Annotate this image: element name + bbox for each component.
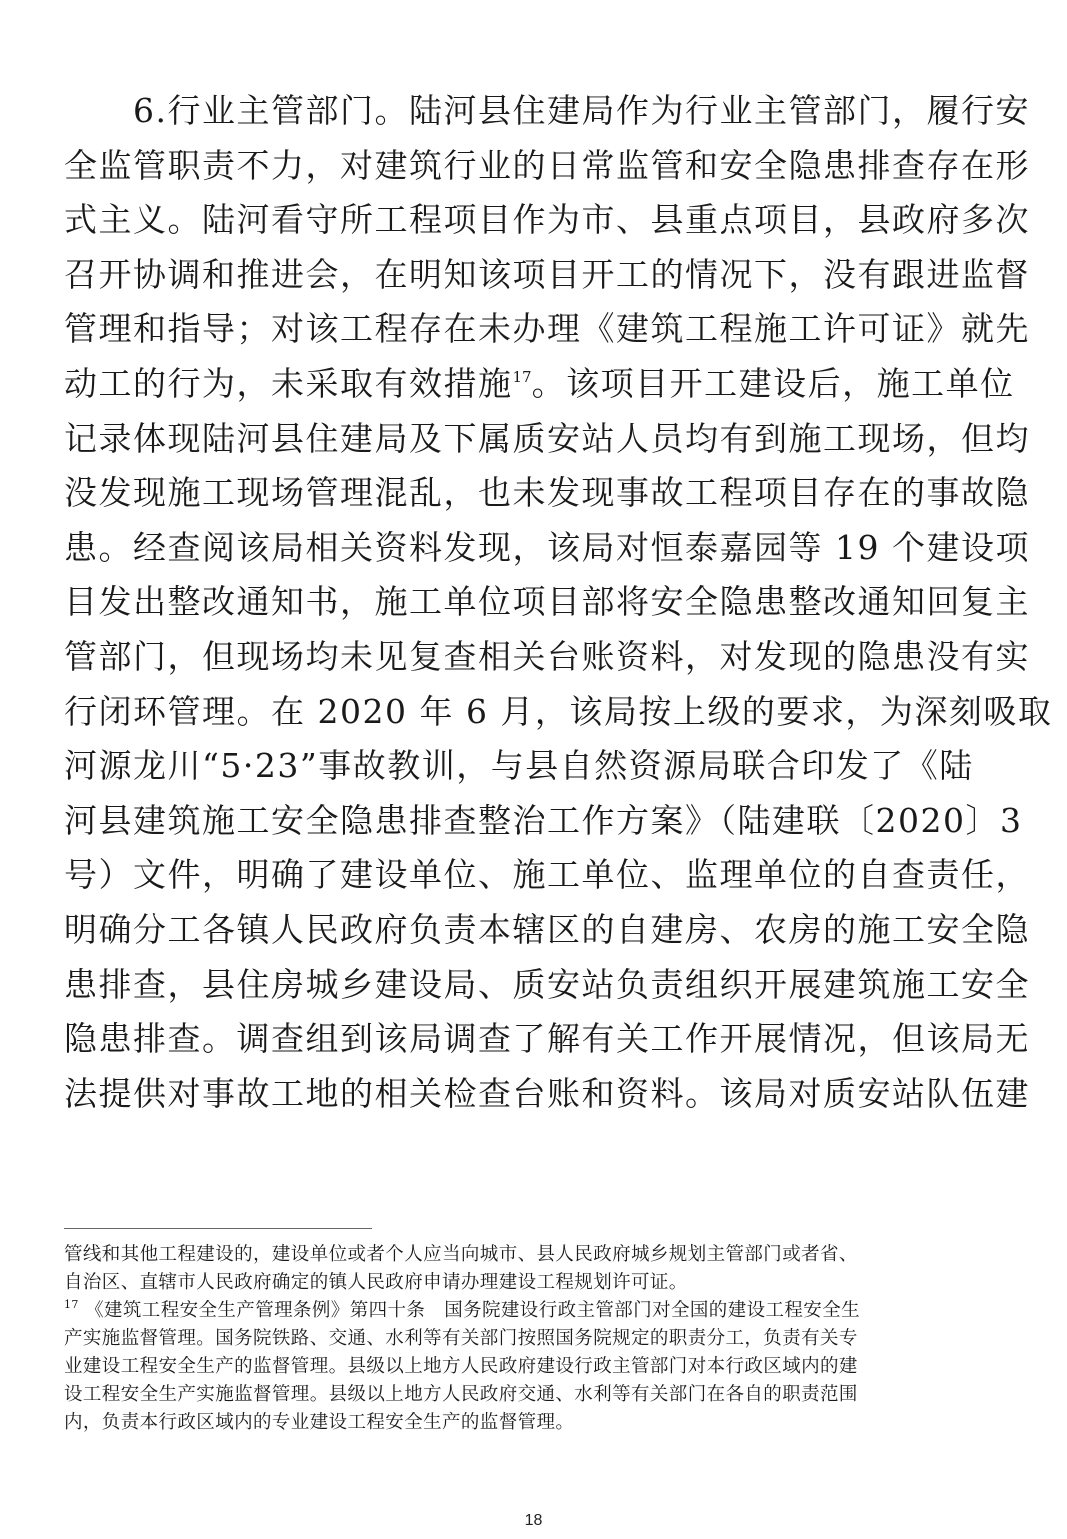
page-number: 18	[524, 1512, 543, 1529]
text-segment: 动工的行为，未采取有效措施	[64, 363, 513, 403]
text-line: 患。经查阅该局相关资料发现，该局对恒泰嘉园等 19 个建设项	[64, 527, 1030, 567]
footnote-text: 《建筑工程安全生产管理条例》第四十条 国务院建设行政主管部门对全国的建设工程安全生	[85, 1300, 860, 1321]
footnote-continued-line: 自治区、直辖市人民政府确定的镇人民政府申请办理建设工程规划许可证。	[64, 1272, 688, 1293]
footnote-17-line: 内，负责本行政区域内的专业建设工程安全生产的监督管理。	[64, 1412, 575, 1433]
text-line: 法提供对事故工地的相关检查台账和资料。该局对质安站队伍建	[64, 1073, 1030, 1113]
text-line: 河源龙川“5·23”事故教训，与县自然资源局联合印发了《陆	[64, 746, 974, 786]
text-line: 号）文件，明确了建设单位、施工单位、监理单位的自查责任，	[64, 855, 1030, 895]
footnote-mark: 17	[64, 1298, 79, 1311]
text-line: 行闭环管理。在 2020 年 6 月，该局按上级的要求，为深刻吸取	[64, 691, 1053, 731]
footnotes	[64, 1241, 1016, 1437]
footnote-continued-line: 管线和其他工程建设的，建设单位或者个人应当向城市、县人民政府城乡规划主管部门或者省、	[64, 1244, 858, 1265]
footnote-17-line: 业建设工程安全生产的监督管理。县级以上地方人民政府建设行政主管部门对本行政区域内的建	[64, 1356, 858, 1377]
text-line: 没发现施工现场管理混乱，也未发现事故工程项目存在的事故隐	[64, 473, 1030, 513]
text-line: 明确分工各镇人民政府负责本辖区的自建房、农房的施工安全隐	[64, 909, 1030, 949]
text-line: 全监管职责不力，对建筑行业的日常监管和安全隐患排查存在形	[64, 145, 1030, 185]
text-line-with-footnote-ref	[64, 357, 1014, 412]
body-paragraph	[64, 84, 1053, 1121]
footnote-17-line: 设工程安全生产实施监督管理。县级以上地方人民政府交通、水利等有关部门在各自的职责范围	[64, 1384, 858, 1405]
text-line: 患排查，县住房城乡建设局、质安站负责组织开展建筑施工安全	[64, 964, 1030, 1004]
footnote-reference[interactable]: 17	[512, 367, 532, 386]
text-line: 河县建筑施工安全隐患排查整治工作方案》（陆建联〔2020〕3	[64, 800, 1023, 840]
text-line: 隐患排查。调查组到该局调查了解有关工作开展情况，但该局无	[64, 1019, 1030, 1059]
text-line: 管部门，但现场均未见复查相关台账资料，对发现的隐患没有实	[64, 636, 1030, 676]
footnote-17-first-line	[64, 1297, 1016, 1325]
text-line: 管理和指导；对该工程存在未办理《建筑工程施工许可证》就先	[64, 309, 1030, 349]
text-line: 式主义。陆河看守所工程项目作为市、县重点项目，县政府多次	[64, 200, 1030, 240]
text-line: 记录体现陆河县住建局及下属质安站人员均有到施工现场，但均	[64, 418, 1030, 458]
text-line: 6.行业主管部门。陆河县住建局作为行业主管部门，履行安	[64, 91, 1030, 130]
text-segment: 。该项目开工建设后，施工单位	[531, 363, 1015, 403]
footnote-separator	[64, 1228, 372, 1229]
footnote-17-line: 产实施监督管理。国务院铁路、交通、水利等有关部门按照国务院规定的职责分工，负责有关专	[64, 1328, 858, 1349]
text-line: 目发出整改通知书，施工单位项目部将安全隐患整改通知回复主	[64, 582, 1030, 622]
text-line: 召开协调和推进会，在明知该项目开工的情况下，没有跟进监督	[64, 254, 1030, 294]
